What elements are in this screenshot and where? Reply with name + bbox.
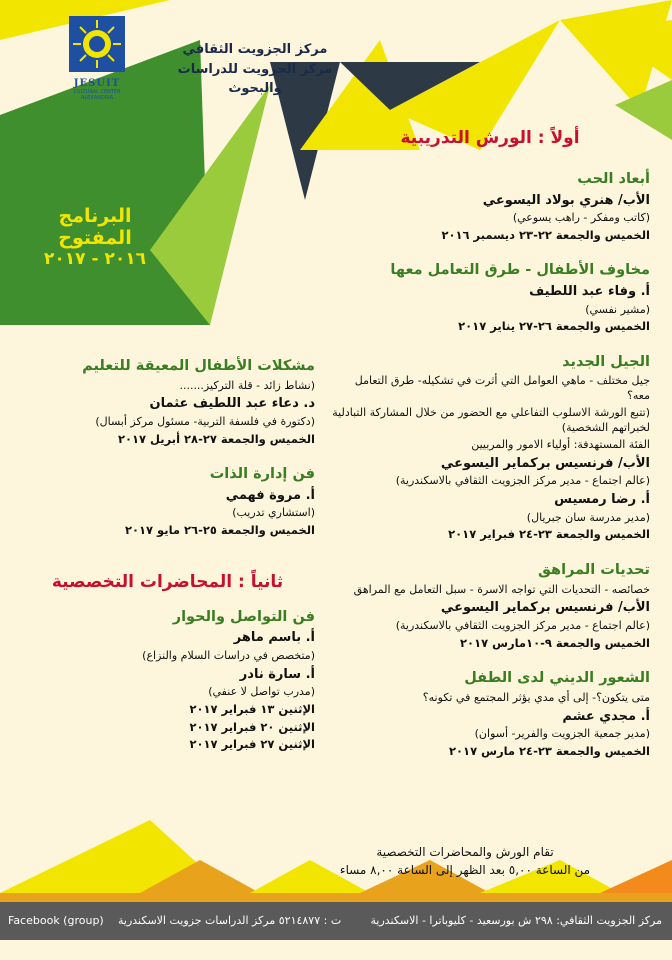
workshop-title: مشكلات الأطفال المعيقة للتعليم (82, 358, 315, 374)
speaker-role-2: (مدرب تواصل لا عنفي) (208, 685, 315, 699)
speaker-name-2: أ. رضا رمسيس (554, 492, 650, 508)
program-title-text: البرنامج المفتوح (58, 205, 132, 249)
footer-facebook-link[interactable]: Facebook (group) (8, 914, 104, 927)
logo-wordmark: JESUIT (73, 78, 121, 89)
schedule-note (300, 842, 630, 880)
workshop-date: الخميس والجمعة ٢٣-٢٤ مارس ٢٠١٧ (449, 744, 650, 759)
workshop-title: تحديات المراهق (537, 561, 650, 578)
footer-address: مركز الجزويت الثقافي: ٢٩٨ ش بورسعيد - كليوباترا - الاسكندرية (370, 914, 662, 927)
workshop-description: جيل مختلف - ماهي العوامل التي أثرت في تشكيله- طرق التعامل معه؟ (354, 374, 650, 403)
speaker-name: أ. وفاء عبد اللطيف (529, 283, 650, 299)
schedule-note-line1: تقام الورش والمحاضرات التخصصية (376, 845, 554, 859)
workshop-audience: الفئة المستهدفة: أولياء الامور والمربيين (471, 437, 650, 451)
workshop-title: الشعور الديني لدى الطفل (464, 670, 650, 687)
workshop-date: الخميس والجمعة ٢٢-٢٣ ديسمبر ٢٠١٦ (441, 227, 650, 242)
workshop-method: (تتبع الورشة الاسلوب التفاعلي مع الحضور من خلال المشاركة التبادلية لخبراتهم الشخصية) (332, 406, 650, 434)
workshop-date: الخميس والجمعة ٢٣-٢٤ فبراير ٢٠١٧ (448, 527, 650, 542)
workshop-title: مخاوف الأطفال - طرق التعامل معها (390, 262, 650, 279)
organization-header (150, 40, 360, 99)
speaker-role: (عالم اجتماع - مدير مركز الجزويت الثقافي بالاسكندرية) (395, 618, 650, 632)
lecture-date: الإثنين ٢٧ فبراير ٢٠١٧ (189, 737, 315, 752)
workshop-6 (20, 357, 315, 447)
workshop-description: متى يتكون؟- إلى أي مدي يؤثر المجتمع في تكونه؟ (422, 690, 650, 704)
workshop-title: أبعاد الحب (577, 170, 650, 187)
program-years: ٢٠١٦ - ٢٠١٧ (44, 249, 146, 269)
logo (62, 14, 132, 104)
footer-bar (0, 902, 672, 940)
logo-subtitle: CULTURAL CENTER ALEXANDRIA (73, 89, 121, 101)
jesuit-sun-logo-icon (67, 14, 127, 74)
program-title (20, 205, 170, 269)
speaker-role-2: (مدير مدرسة سان جبريال) (526, 510, 650, 524)
speaker-name: أ. مروة فهمي (225, 487, 315, 503)
workshop-date: الخميس والجمعة ٢٥-٢٦ مايو ٢٠١٧ (124, 523, 315, 538)
speaker-name-2: أ. سارة نادر (239, 666, 315, 682)
org-name-1: مركز الجزويت الثقافي (182, 42, 328, 57)
workshop-date: الخميس والجمعة ٢٦-٢٧ يناير ٢٠١٧ (458, 319, 650, 334)
speaker-name: أ. مجدي عشم (562, 708, 650, 724)
speaker-role: (كاتب ومفكر - راهب يسوعي) (512, 211, 650, 225)
workshop-date: الخميس والجمعة ٢٧-٢٨ أبريل ٢٠١٧ (117, 431, 315, 446)
speaker-name: الأب/ فرنسيس بركماير اليسوعي (440, 600, 650, 616)
section-lectures-title: ثانياً : المحاضرات التخصصية (51, 571, 284, 592)
org-name-2: مركز الجزويت للدراسات والبحوث (177, 61, 333, 96)
speaker-name: أ. باسم ماهر (233, 630, 315, 646)
speaker-role: (دكتورة في فلسفة التربية- مسئول مركز أبسال) (95, 414, 315, 428)
workshop-1 (330, 170, 650, 243)
workshop-4 (330, 561, 650, 651)
workshop-3 (330, 353, 650, 543)
schedule-note-line2: من الساعة ٥,٠٠ بعد الظهر إلى الساعة ٨,٠٠ مساء (339, 863, 591, 878)
workshop-description: (نشاط زائد - قلة التركيز....... (179, 378, 315, 392)
section-workshops-title: أولاً : الورش التدريبية (400, 128, 580, 148)
workshop-title: الجيل الجديد (562, 353, 650, 370)
lecture-date: الإثنين ١٣ فبراير ٢٠١٧ (189, 702, 315, 717)
workshop-7 (20, 465, 315, 538)
workshop-2 (330, 261, 650, 334)
workshop-date: الخميس والجمعة ٩-١٠مارس ٢٠١٧ (460, 635, 650, 650)
speaker-role: (مشير نفسي) (585, 302, 650, 316)
workshop-title: فن إدارة الذات (209, 466, 315, 483)
speaker-role: (استشاري تدريب) (232, 506, 315, 520)
speaker-role: (مدير جمعية الجزويت والفرير- أسوان) (474, 727, 650, 741)
workshop-5 (330, 669, 650, 759)
right-column (330, 125, 650, 778)
lecture-title: فن التواصل والحوار (172, 608, 315, 625)
speaker-role: (عالم اجتماع - مدير مركز الجزويت الثقافي بالاسكندرية) (395, 474, 650, 488)
speaker-name: د. دعاء عبد اللطيف عثمان (149, 396, 315, 412)
workshop-description: خصائصه - التحديات التي تواجه الاسرة - سبل التعامل مع المراهق (353, 582, 650, 596)
footer-phone: ت : ٥٢١٤٨٧٧ مركز الدراسات جزويت الاسكندرية (118, 914, 342, 927)
speaker-name: الأب/ هنري بولاد اليسوعي (482, 192, 650, 208)
lecture-1 (20, 608, 315, 753)
lecture-date: الإثنين ٢٠ فبراير ٢٠١٧ (189, 719, 315, 734)
speaker-name: الأب/ فرنسيس بركماير اليسوعي (440, 455, 650, 471)
speaker-role: (متخصص في دراسات السلام والنزاع) (142, 648, 315, 662)
left-column (20, 355, 315, 771)
